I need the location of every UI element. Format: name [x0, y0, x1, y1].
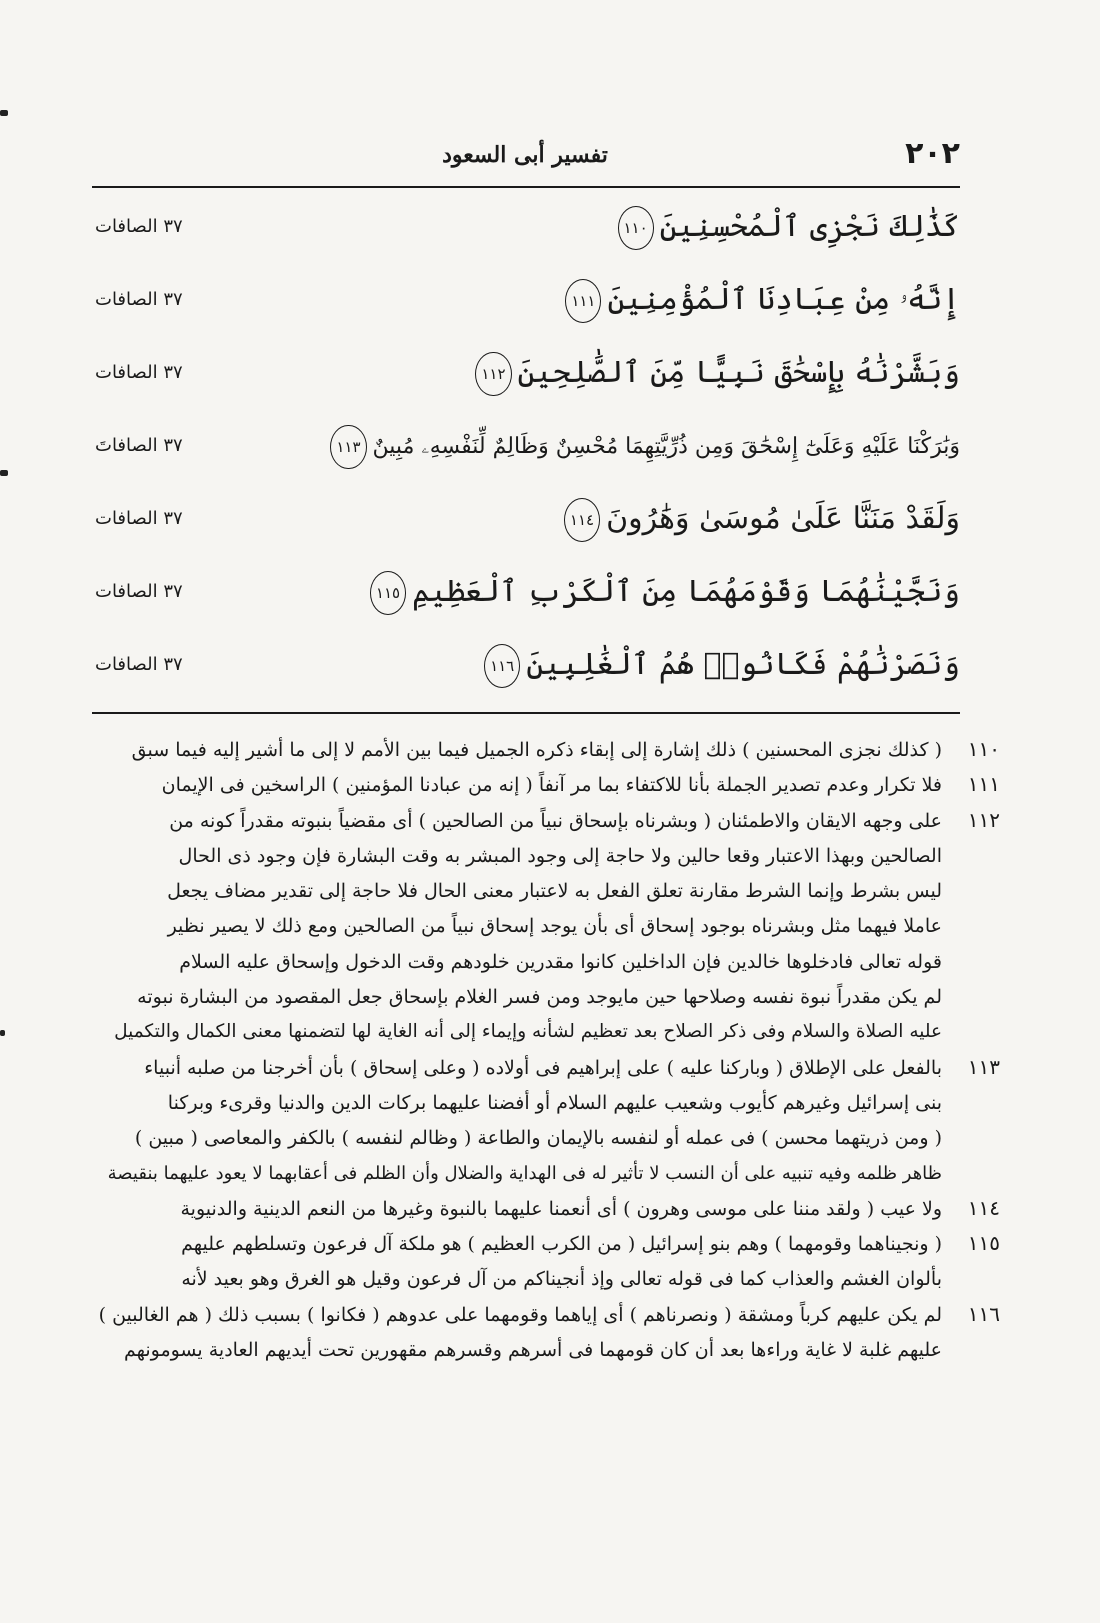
commentary-text: عاملا فيهما مثل وبشرناه بوجود إسحاق أى بأن يوجد إسحاق نبياً من الصالحين ومع ذلك لا يصير نظير [167, 915, 942, 938]
verse-arabic: وَنَصَرْنَٰهُمْ فَكَانُوا۟ هُمُ ٱلْغَٰلِبِينَ [526, 647, 960, 682]
commentary-text: ظاهر ظلمه وفيه تنبيه على أن النسب لا تأثير له فى الهداية والضلال وأن الظلم فى أعقابهما لا يعود عليهما بنقيصة [107, 1162, 942, 1184]
commentary-text: ( ومن ذريتهما محسن ) فى عمله أو لنفسه بالإيمان والطاعة ( وظالم لنفسه ) بالكفر والمعاصى ( مبين ) [134, 1127, 942, 1150]
surah-reference: ٣٧ الصافاتَ [95, 435, 183, 456]
book-title: تفسير أبى السعود [442, 142, 608, 168]
surah-reference: ٣٧ الصافات [95, 216, 183, 237]
verse-number-medallion: ١١١ [565, 279, 601, 323]
commentary-text: عليهم غلبة لا غاية وراءها بعد أن كان قومهما فى أسرهم وقسرهم مقهورين تحت أيديهم العادية يسومونهم [123, 1339, 942, 1362]
commentary-line [95, 733, 1000, 768]
verse-arabic: إِنَّهُۥ مِنْ عِبَادِنَا ٱلْمُؤْمِنِينَ [607, 282, 960, 317]
verse-line-number: ١١٣ [967, 1054, 1000, 1079]
verse-row [90, 269, 960, 342]
commentary-text: فلا تكرار وعدم تصدير الجملة بأنا للاكتفاء بما مر آنفاً ( إنه من عبادنا المؤمنين ) الراسخين فى الإيمان [161, 774, 942, 797]
verse-number-medallion: ١١٢ [475, 352, 511, 396]
commentary-text: بنى إسرائيل وغيرهم كأيوب وشعيب عليهم السلام أو أفضنا عليهما بركات الدين والدنيا وقرىء وبركنا [167, 1091, 942, 1114]
verse-row [90, 561, 960, 634]
scan-edge-mark [0, 470, 8, 476]
verse-row [90, 488, 960, 561]
commentary-text: لم يكن عليهم كرباً ومشقة ( ونصرناهم ) أى إياهما وقومهما على عدوهم ( فكانوا ) بسبب ذلك ( هم الغالبين ) [98, 1303, 942, 1326]
commentary-line [95, 1086, 1000, 1121]
commentary-line [95, 1121, 1000, 1156]
verse-text [475, 352, 960, 396]
verse-line-number: ١١٤ [967, 1195, 1000, 1220]
verse-row [90, 415, 960, 488]
verse-row [90, 342, 960, 415]
surah-reference: ٣٧ الصافات [95, 581, 183, 602]
commentary-text: الصالحين وبهذا الاعتبار وقعا حالين ولا حاجة إلى وجود المبشر به وقت البشارة فإن وجود ذى الحال [178, 844, 942, 867]
verse-text [484, 644, 960, 688]
scan-edge-mark [0, 110, 8, 116]
commentary-text: ( كذلك نجزى المحسنين ) ذلك إشارة إلى إبقاء ذكره الجميل فيما بين الأمم لا إلى ما أشير إليه فيما سبق [131, 739, 942, 761]
commentary-line [95, 909, 1000, 944]
verse-line-number: ١١١ [967, 772, 1000, 797]
verse-text [618, 206, 961, 250]
commentary-text: على وجهه الايقان والاطمئنان ( وبشرناه بإسحاق نبياً من الصالحين ) أى مقضياً بنبوته مقدراً كونه من [169, 809, 942, 832]
commentary-line [95, 839, 1000, 874]
commentary-line [95, 945, 1000, 980]
commentary-line [95, 1298, 1000, 1333]
verse-line-number: ١١٢ [967, 807, 1000, 832]
commentary-text: بألوان الغشم والعذاب كما فى قوله تعالى وإذ أنجيناكم من آل فرعون وقيل هو الغرق وهو بعيد لأنه [181, 1268, 942, 1291]
verse-arabic: وَبَٰرَكْنَا عَلَيْهِ وَعَلَىٰٓ إِسْحَٰقَ وَمِن ذُرِّيَّتِهِمَا مُحْسِنٌ وَظَالِمٌ لِّنَفْسِهِۦ مُبِينٌ [372, 434, 960, 459]
commentary-text: لم يكن مقدراً نبوة نفسه وصلاحها حين مايوجد ومن فسر الغلام بإسحاق جعل المقصود من البشارة نبوته [137, 986, 942, 1009]
surah-reference: ٣٧ الصافات [95, 654, 183, 675]
commentary-text: قوله تعالى فادخلوها خالدين فإن الداخلين كانوا مقدرين خلودهم وقت الدخول وإسحاق عليه السلام [179, 950, 942, 973]
verse-arabic: كَذَٰلِكَ نَجْزِى ٱلْمُحْسِنِينَ [659, 209, 960, 244]
surah-reference: ٣٧ الصافات [95, 362, 183, 383]
verse-number-medallion: ١١٥ [370, 571, 406, 615]
section-divider [92, 712, 960, 714]
verse-arabic: وَلَقَدْ مَنَنَّا عَلَىٰ مُوسَىٰ وَهَٰرُونَ [606, 501, 960, 536]
commentary-line [95, 980, 1000, 1015]
commentary-line [95, 1333, 1000, 1368]
verse-text [370, 571, 960, 615]
commentary-text: ليس بشرط وإنما الشرط مقارنة تعلق الفعل به لاعتبار معنى الحال فلا حاجة إلى تقدير مضاف يجعل [167, 880, 942, 903]
surah-reference: ٣٧ الصافات [95, 508, 183, 529]
header-rule [92, 186, 960, 188]
commentary-line [95, 768, 1000, 803]
page-number: ٢٠٢ [905, 136, 960, 171]
commentary-line [95, 804, 1000, 839]
verse-line-number: ١١٥ [967, 1231, 1000, 1256]
verse-text [565, 279, 960, 323]
commentary-text: ولا عيب ( ولقد مننا على موسى وهرون ) أى أنعمنا عليهما بالنبوة وغيرها من النعم الدينية والدنيوية [180, 1197, 942, 1220]
verse-row [90, 634, 960, 707]
commentary-line [95, 1051, 1000, 1086]
page-header [90, 136, 960, 184]
commentary-section [95, 733, 1000, 1368]
verse-text [564, 498, 960, 542]
commentary-line [95, 1192, 1000, 1227]
verse-line-number: ١١٠ [967, 737, 1000, 761]
surah-reference: ٣٧ الصافات [95, 289, 183, 310]
verse-number-medallion: ١١٠ [618, 206, 654, 250]
commentary-line [95, 874, 1000, 909]
verse-line-number: ١١٦ [967, 1301, 1000, 1326]
commentary-line [95, 1227, 1000, 1262]
commentary-line [95, 1157, 1000, 1192]
commentary-line [95, 1015, 1000, 1050]
verse-row [90, 196, 960, 269]
verse-number-medallion: ١١٤ [564, 498, 600, 542]
commentary-line [95, 1262, 1000, 1297]
verse-text [330, 425, 960, 469]
commentary-text: ( ونجيناهما وقومهما ) وهم بنو إسرائيل ( من الكرب العظيم ) هو ملكة آل فرعون وتسلطهم عليهم [181, 1233, 942, 1256]
verse-number-medallion: ١١٣ [330, 425, 366, 469]
commentary-text: بالفعل على الإطلاق ( وباركنا عليه ) على إبراهيم فى أولاده ( وعلى إسحاق ) بأن أخرجنا من صلبه أنبياء [144, 1056, 942, 1079]
verse-arabic: وَنَجَّيْنَٰهُمَا وَقَوْمَهُمَا مِنَ ٱلْكَرْبِ ٱلْعَظِيمِ [412, 574, 960, 609]
commentary-text: عليه الصلاة والسلام وفى ذكر الصلاح بعد تعظيم لشأنه وإيماء إلى أنه الغاية لها لتضمنها معنى الكمال والتكميل [114, 1021, 942, 1043]
verses-section [90, 196, 960, 707]
verse-arabic: وَبَشَّرْنَٰهُ بِإِسْحَٰقَ نَبِيًّا مِّنَ ٱلصَّٰلِحِينَ [517, 355, 960, 390]
scan-edge-mark [0, 1030, 5, 1036]
verse-number-medallion: ١١٦ [484, 644, 520, 688]
